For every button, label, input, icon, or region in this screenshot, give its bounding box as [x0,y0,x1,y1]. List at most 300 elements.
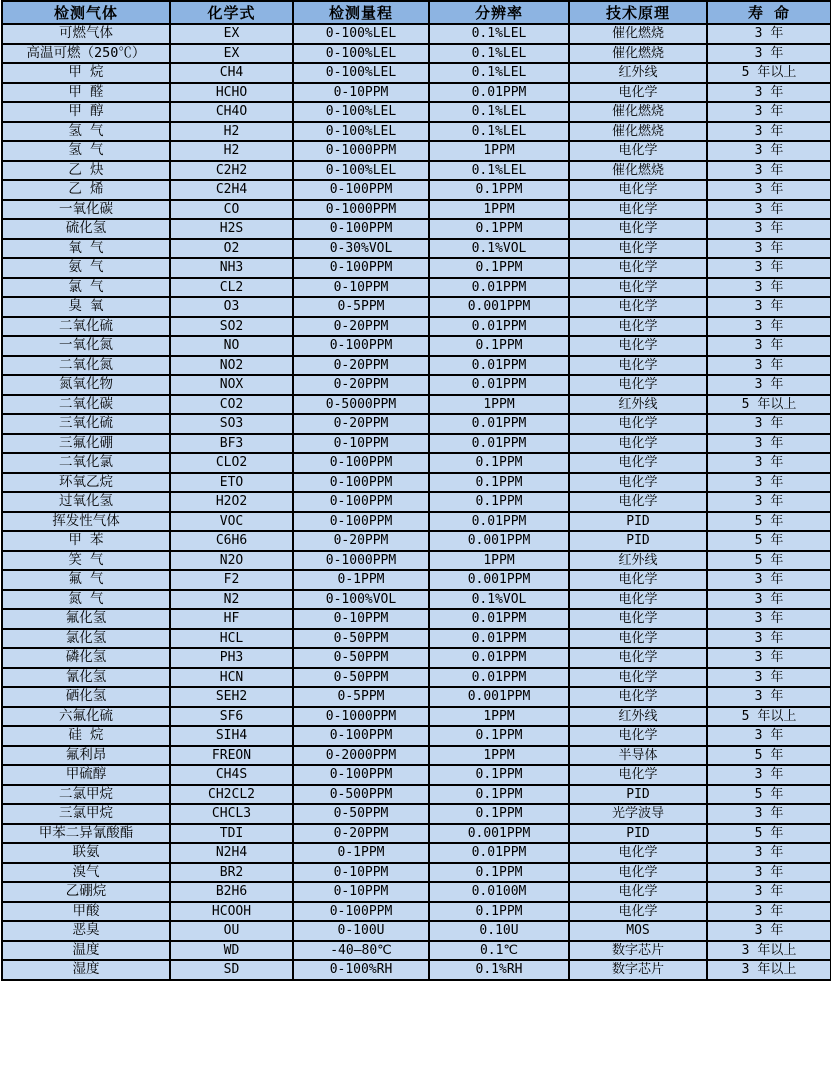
lifespan-cell: 3 年 [707,590,831,610]
principle-cell: 电化学 [569,570,707,590]
gas-name-cell: 二氧化碳 [2,395,170,415]
lifespan-cell: 3 年 [707,258,831,278]
principle-cell: 半导体 [569,746,707,766]
table-row [2,219,831,239]
table-row [2,141,831,161]
principle-cell: 电化学 [569,453,707,473]
principle-cell: 催化燃烧 [569,161,707,181]
gas-name-cell: 二氯甲烷 [2,785,170,805]
lifespan-cell: 3 年 [707,278,831,298]
principle-cell: 电化学 [569,180,707,200]
resolution-cell: 0.10U [429,921,569,941]
gas-name-cell: 硒化氢 [2,687,170,707]
resolution-cell: 0.1%RH [429,960,569,980]
gas-name-cell: 甲 醇 [2,102,170,122]
principle-cell: MOS [569,921,707,941]
column-header-lifespan: 寿 命 [707,1,831,24]
gas-spec-table-container [1,0,830,981]
table-row [2,512,831,532]
gas-name-cell: 恶臭 [2,921,170,941]
resolution-cell: 1PPM [429,746,569,766]
resolution-cell: 1PPM [429,200,569,220]
range-cell: 0-100PPM [293,765,429,785]
table-row [2,590,831,610]
formula-cell: BF3 [170,434,293,454]
table-row [2,375,831,395]
resolution-cell: 0.1PPM [429,492,569,512]
resolution-cell: 0.1%LEL [429,44,569,64]
lifespan-cell: 3 年 [707,473,831,493]
gas-name-cell: 氨 气 [2,258,170,278]
resolution-cell: 0.1%VOL [429,590,569,610]
gas-name-cell: 氮氧化物 [2,375,170,395]
resolution-cell: 0.1%LEL [429,161,569,181]
formula-cell: HCOOH [170,902,293,922]
principle-cell: PID [569,512,707,532]
principle-cell: 电化学 [569,219,707,239]
formula-cell: O3 [170,297,293,317]
table-row [2,297,831,317]
principle-cell: 电化学 [569,317,707,337]
principle-cell: 电化学 [569,726,707,746]
resolution-cell: 0.1PPM [429,785,569,805]
gas-name-cell: 甲 烷 [2,63,170,83]
principle-cell: 催化燃烧 [569,24,707,44]
range-cell: 0-100PPM [293,180,429,200]
lifespan-cell: 5 年 [707,551,831,571]
resolution-cell: 0.1PPM [429,336,569,356]
table-row [2,317,831,337]
table-row [2,200,831,220]
principle-cell: 光学波导 [569,804,707,824]
gas-name-cell: 一氧化氮 [2,336,170,356]
resolution-cell: 0.01PPM [429,512,569,532]
range-cell: 0-5000PPM [293,395,429,415]
range-cell: -40—80℃ [293,941,429,961]
lifespan-cell: 5 年 [707,746,831,766]
resolution-cell: 0.1PPM [429,804,569,824]
formula-cell: CO [170,200,293,220]
formula-cell: SF6 [170,707,293,727]
principle-cell: 红外线 [569,551,707,571]
resolution-cell: 0.01PPM [429,356,569,376]
resolution-cell: 0.1%LEL [429,102,569,122]
lifespan-cell: 5 年以上 [707,395,831,415]
formula-cell: CH4 [170,63,293,83]
range-cell: 0-1000PPM [293,200,429,220]
lifespan-cell: 3 年 [707,668,831,688]
resolution-cell: 0.01PPM [429,648,569,668]
table-row [2,180,831,200]
lifespan-cell: 3 年 [707,297,831,317]
range-cell: 0-50PPM [293,648,429,668]
gas-name-cell: 氟化氢 [2,609,170,629]
lifespan-cell: 5 年以上 [707,707,831,727]
formula-cell: H2 [170,141,293,161]
table-row [2,746,831,766]
principle-cell: 电化学 [569,200,707,220]
gas-name-cell: 过氧化氢 [2,492,170,512]
principle-cell: PID [569,531,707,551]
range-cell: 0-100PPM [293,726,429,746]
formula-cell: O2 [170,239,293,259]
principle-cell: 电化学 [569,239,707,259]
column-header-range: 检测量程 [293,1,429,24]
range-cell: 0-100%LEL [293,44,429,64]
table-row [2,648,831,668]
gas-name-cell: 氢 气 [2,141,170,161]
table-row [2,414,831,434]
resolution-cell: 0.0100M [429,882,569,902]
gas-name-cell: 硅 烷 [2,726,170,746]
range-cell: 0-5PPM [293,687,429,707]
range-cell: 0-10PPM [293,863,429,883]
gas-name-cell: 可燃气体 [2,24,170,44]
table-row [2,239,831,259]
gas-name-cell: 臭 氧 [2,297,170,317]
table-row [2,863,831,883]
table-row [2,629,831,649]
table-row [2,551,831,571]
table-row [2,785,831,805]
range-cell: 0-1000PPM [293,707,429,727]
resolution-cell: 0.01PPM [429,375,569,395]
formula-cell: CH4S [170,765,293,785]
range-cell: 0-100PPM [293,453,429,473]
range-cell: 0-20PPM [293,356,429,376]
lifespan-cell: 3 年 [707,726,831,746]
header-row [2,1,831,24]
formula-cell: CO2 [170,395,293,415]
range-cell: 0-10PPM [293,83,429,103]
table-row [2,83,831,103]
principle-cell: 电化学 [569,609,707,629]
resolution-cell: 0.01PPM [429,843,569,863]
principle-cell: 红外线 [569,395,707,415]
principle-cell: PID [569,785,707,805]
principle-cell: 电化学 [569,434,707,454]
formula-cell: C2H4 [170,180,293,200]
lifespan-cell: 3 年 [707,180,831,200]
range-cell: 0-2000PPM [293,746,429,766]
resolution-cell: 0.01PPM [429,609,569,629]
gas-name-cell: 乙硼烷 [2,882,170,902]
formula-cell: EX [170,44,293,64]
formula-cell: F2 [170,570,293,590]
principle-cell: 红外线 [569,63,707,83]
lifespan-cell: 3 年 [707,882,831,902]
range-cell: 0-100PPM [293,473,429,493]
resolution-cell: 0.1PPM [429,219,569,239]
column-header-principle: 技术原理 [569,1,707,24]
table-row [2,843,831,863]
gas-name-cell: 氟 气 [2,570,170,590]
gas-name-cell: 六氟化硫 [2,707,170,727]
formula-cell: N2H4 [170,843,293,863]
resolution-cell: 1PPM [429,707,569,727]
lifespan-cell: 3 年 [707,122,831,142]
table-row [2,921,831,941]
formula-cell: SD [170,960,293,980]
table-row [2,356,831,376]
formula-cell: FREON [170,746,293,766]
resolution-cell: 1PPM [429,551,569,571]
formula-cell: HCN [170,668,293,688]
resolution-cell: 0.1%LEL [429,63,569,83]
gas-name-cell: 环氧乙烷 [2,473,170,493]
lifespan-cell: 3 年 [707,375,831,395]
gas-name-cell: 甲苯二异氰酸酯 [2,824,170,844]
table-row [2,258,831,278]
table-row [2,102,831,122]
resolution-cell: 0.01PPM [429,668,569,688]
formula-cell: C6H6 [170,531,293,551]
gas-name-cell: 甲硫醇 [2,765,170,785]
range-cell: 0-100%LEL [293,24,429,44]
principle-cell: 电化学 [569,278,707,298]
gas-name-cell: 二氧化氯 [2,453,170,473]
principle-cell: 电化学 [569,863,707,883]
resolution-cell: 1PPM [429,395,569,415]
column-header-resolution: 分辨率 [429,1,569,24]
lifespan-cell: 3 年 [707,239,831,259]
resolution-cell: 0.1PPM [429,726,569,746]
resolution-cell: 0.01PPM [429,434,569,454]
formula-cell: H2O2 [170,492,293,512]
gas-name-cell: 甲酸 [2,902,170,922]
gas-name-cell: 甲 苯 [2,531,170,551]
lifespan-cell: 3 年 [707,687,831,707]
range-cell: 0-20PPM [293,375,429,395]
principle-cell: 红外线 [569,707,707,727]
lifespan-cell: 3 年 [707,356,831,376]
lifespan-cell: 3 年 [707,414,831,434]
formula-cell: SIH4 [170,726,293,746]
resolution-cell: 0.001PPM [429,824,569,844]
gas-name-cell: 氧 气 [2,239,170,259]
formula-cell: C2H2 [170,161,293,181]
lifespan-cell: 3 年 [707,629,831,649]
formula-cell: BR2 [170,863,293,883]
table-row [2,668,831,688]
lifespan-cell: 3 年 [707,609,831,629]
lifespan-cell: 3 年以上 [707,941,831,961]
formula-cell: CLO2 [170,453,293,473]
table-row [2,882,831,902]
resolution-cell: 0.1%LEL [429,24,569,44]
gas-name-cell: 二氧化氮 [2,356,170,376]
gas-name-cell: 高温可燃（250℃） [2,44,170,64]
lifespan-cell: 5 年以上 [707,63,831,83]
principle-cell: 电化学 [569,297,707,317]
lifespan-cell: 5 年 [707,531,831,551]
resolution-cell: 0.1%LEL [429,122,569,142]
table-row [2,960,831,980]
lifespan-cell: 3 年以上 [707,960,831,980]
column-header-formula: 化学式 [170,1,293,24]
lifespan-cell: 3 年 [707,44,831,64]
principle-cell: 电化学 [569,83,707,103]
formula-cell: CH2CL2 [170,785,293,805]
resolution-cell: 0.1%VOL [429,239,569,259]
lifespan-cell: 3 年 [707,453,831,473]
principle-cell: 数字芯片 [569,960,707,980]
gas-name-cell: 二氧化硫 [2,317,170,337]
principle-cell: 电化学 [569,882,707,902]
lifespan-cell: 5 年 [707,512,831,532]
range-cell: 0-1000PPM [293,141,429,161]
resolution-cell: 1PPM [429,141,569,161]
gas-name-cell: 乙 烯 [2,180,170,200]
formula-cell: HCHO [170,83,293,103]
range-cell: 0-100%LEL [293,122,429,142]
formula-cell: HCL [170,629,293,649]
lifespan-cell: 3 年 [707,902,831,922]
formula-cell: B2H6 [170,882,293,902]
lifespan-cell: 3 年 [707,492,831,512]
table-row [2,453,831,473]
resolution-cell: 0.01PPM [429,629,569,649]
resolution-cell: 0.1PPM [429,473,569,493]
gas-spec-table [1,0,831,981]
lifespan-cell: 3 年 [707,843,831,863]
gas-name-cell: 乙 炔 [2,161,170,181]
range-cell: 0-10PPM [293,882,429,902]
resolution-cell: 0.001PPM [429,297,569,317]
gas-name-cell: 挥发性气体 [2,512,170,532]
formula-cell: OU [170,921,293,941]
table-row [2,434,831,454]
resolution-cell: 0.1PPM [429,453,569,473]
lifespan-cell: 3 年 [707,765,831,785]
formula-cell: SO2 [170,317,293,337]
principle-cell: 电化学 [569,648,707,668]
resolution-cell: 0.001PPM [429,531,569,551]
formula-cell: SO3 [170,414,293,434]
gas-name-cell: 磷化氢 [2,648,170,668]
table-row [2,492,831,512]
lifespan-cell: 3 年 [707,863,831,883]
resolution-cell: 0.01PPM [429,278,569,298]
gas-name-cell: 硫化氢 [2,219,170,239]
gas-name-cell: 三氯甲烷 [2,804,170,824]
table-row [2,902,831,922]
formula-cell: TDI [170,824,293,844]
table-row [2,122,831,142]
range-cell: 0-100PPM [293,258,429,278]
table-row [2,336,831,356]
range-cell: 0-20PPM [293,414,429,434]
gas-name-cell: 氮 气 [2,590,170,610]
table-row [2,63,831,83]
formula-cell: SEH2 [170,687,293,707]
principle-cell: 电化学 [569,629,707,649]
range-cell: 0-100PPM [293,902,429,922]
formula-cell: NO2 [170,356,293,376]
table-row [2,687,831,707]
lifespan-cell: 3 年 [707,24,831,44]
resolution-cell: 0.01PPM [429,414,569,434]
table-row [2,824,831,844]
formula-cell: N2 [170,590,293,610]
gas-name-cell: 甲 醛 [2,83,170,103]
lifespan-cell: 3 年 [707,317,831,337]
table-row [2,531,831,551]
principle-cell: 电化学 [569,765,707,785]
gas-name-cell: 湿度 [2,960,170,980]
range-cell: 0-10PPM [293,434,429,454]
range-cell: 0-100PPM [293,219,429,239]
table-row [2,44,831,64]
principle-cell: PID [569,824,707,844]
range-cell: 0-20PPM [293,531,429,551]
gas-name-cell: 一氧化碳 [2,200,170,220]
lifespan-cell: 3 年 [707,921,831,941]
range-cell: 0-5PPM [293,297,429,317]
gas-name-cell: 温度 [2,941,170,961]
table-row [2,941,831,961]
resolution-cell: 0.1PPM [429,180,569,200]
range-cell: 0-100%LEL [293,63,429,83]
range-cell: 0-100U [293,921,429,941]
range-cell: 0-100%VOL [293,590,429,610]
principle-cell: 电化学 [569,902,707,922]
principle-cell: 电化学 [569,356,707,376]
range-cell: 0-1PPM [293,570,429,590]
lifespan-cell: 3 年 [707,336,831,356]
formula-cell: CHCL3 [170,804,293,824]
table-row [2,765,831,785]
range-cell: 0-10PPM [293,278,429,298]
gas-name-cell: 溴气 [2,863,170,883]
table-row [2,278,831,298]
lifespan-cell: 3 年 [707,648,831,668]
formula-cell: PH3 [170,648,293,668]
range-cell: 0-100%RH [293,960,429,980]
table-row [2,24,831,44]
range-cell: 0-50PPM [293,629,429,649]
range-cell: 0-1000PPM [293,551,429,571]
formula-cell: N2O [170,551,293,571]
formula-cell: CH4O [170,102,293,122]
principle-cell: 电化学 [569,668,707,688]
principle-cell: 电化学 [569,414,707,434]
gas-name-cell: 氯 气 [2,278,170,298]
principle-cell: 电化学 [569,336,707,356]
formula-cell: VOC [170,512,293,532]
principle-cell: 电化学 [569,492,707,512]
range-cell: 0-20PPM [293,824,429,844]
resolution-cell: 0.1℃ [429,941,569,961]
principle-cell: 电化学 [569,258,707,278]
principle-cell: 催化燃烧 [569,122,707,142]
gas-name-cell: 三氟化硼 [2,434,170,454]
gas-name-cell: 三氧化硫 [2,414,170,434]
table-row [2,570,831,590]
gas-name-cell: 氟利昂 [2,746,170,766]
table-row [2,804,831,824]
principle-cell: 催化燃烧 [569,44,707,64]
formula-cell: ETO [170,473,293,493]
principle-cell: 电化学 [569,473,707,493]
formula-cell: WD [170,941,293,961]
principle-cell: 电化学 [569,687,707,707]
range-cell: 0-100PPM [293,512,429,532]
resolution-cell: 0.001PPM [429,570,569,590]
lifespan-cell: 3 年 [707,570,831,590]
lifespan-cell: 3 年 [707,804,831,824]
table-row [2,161,831,181]
